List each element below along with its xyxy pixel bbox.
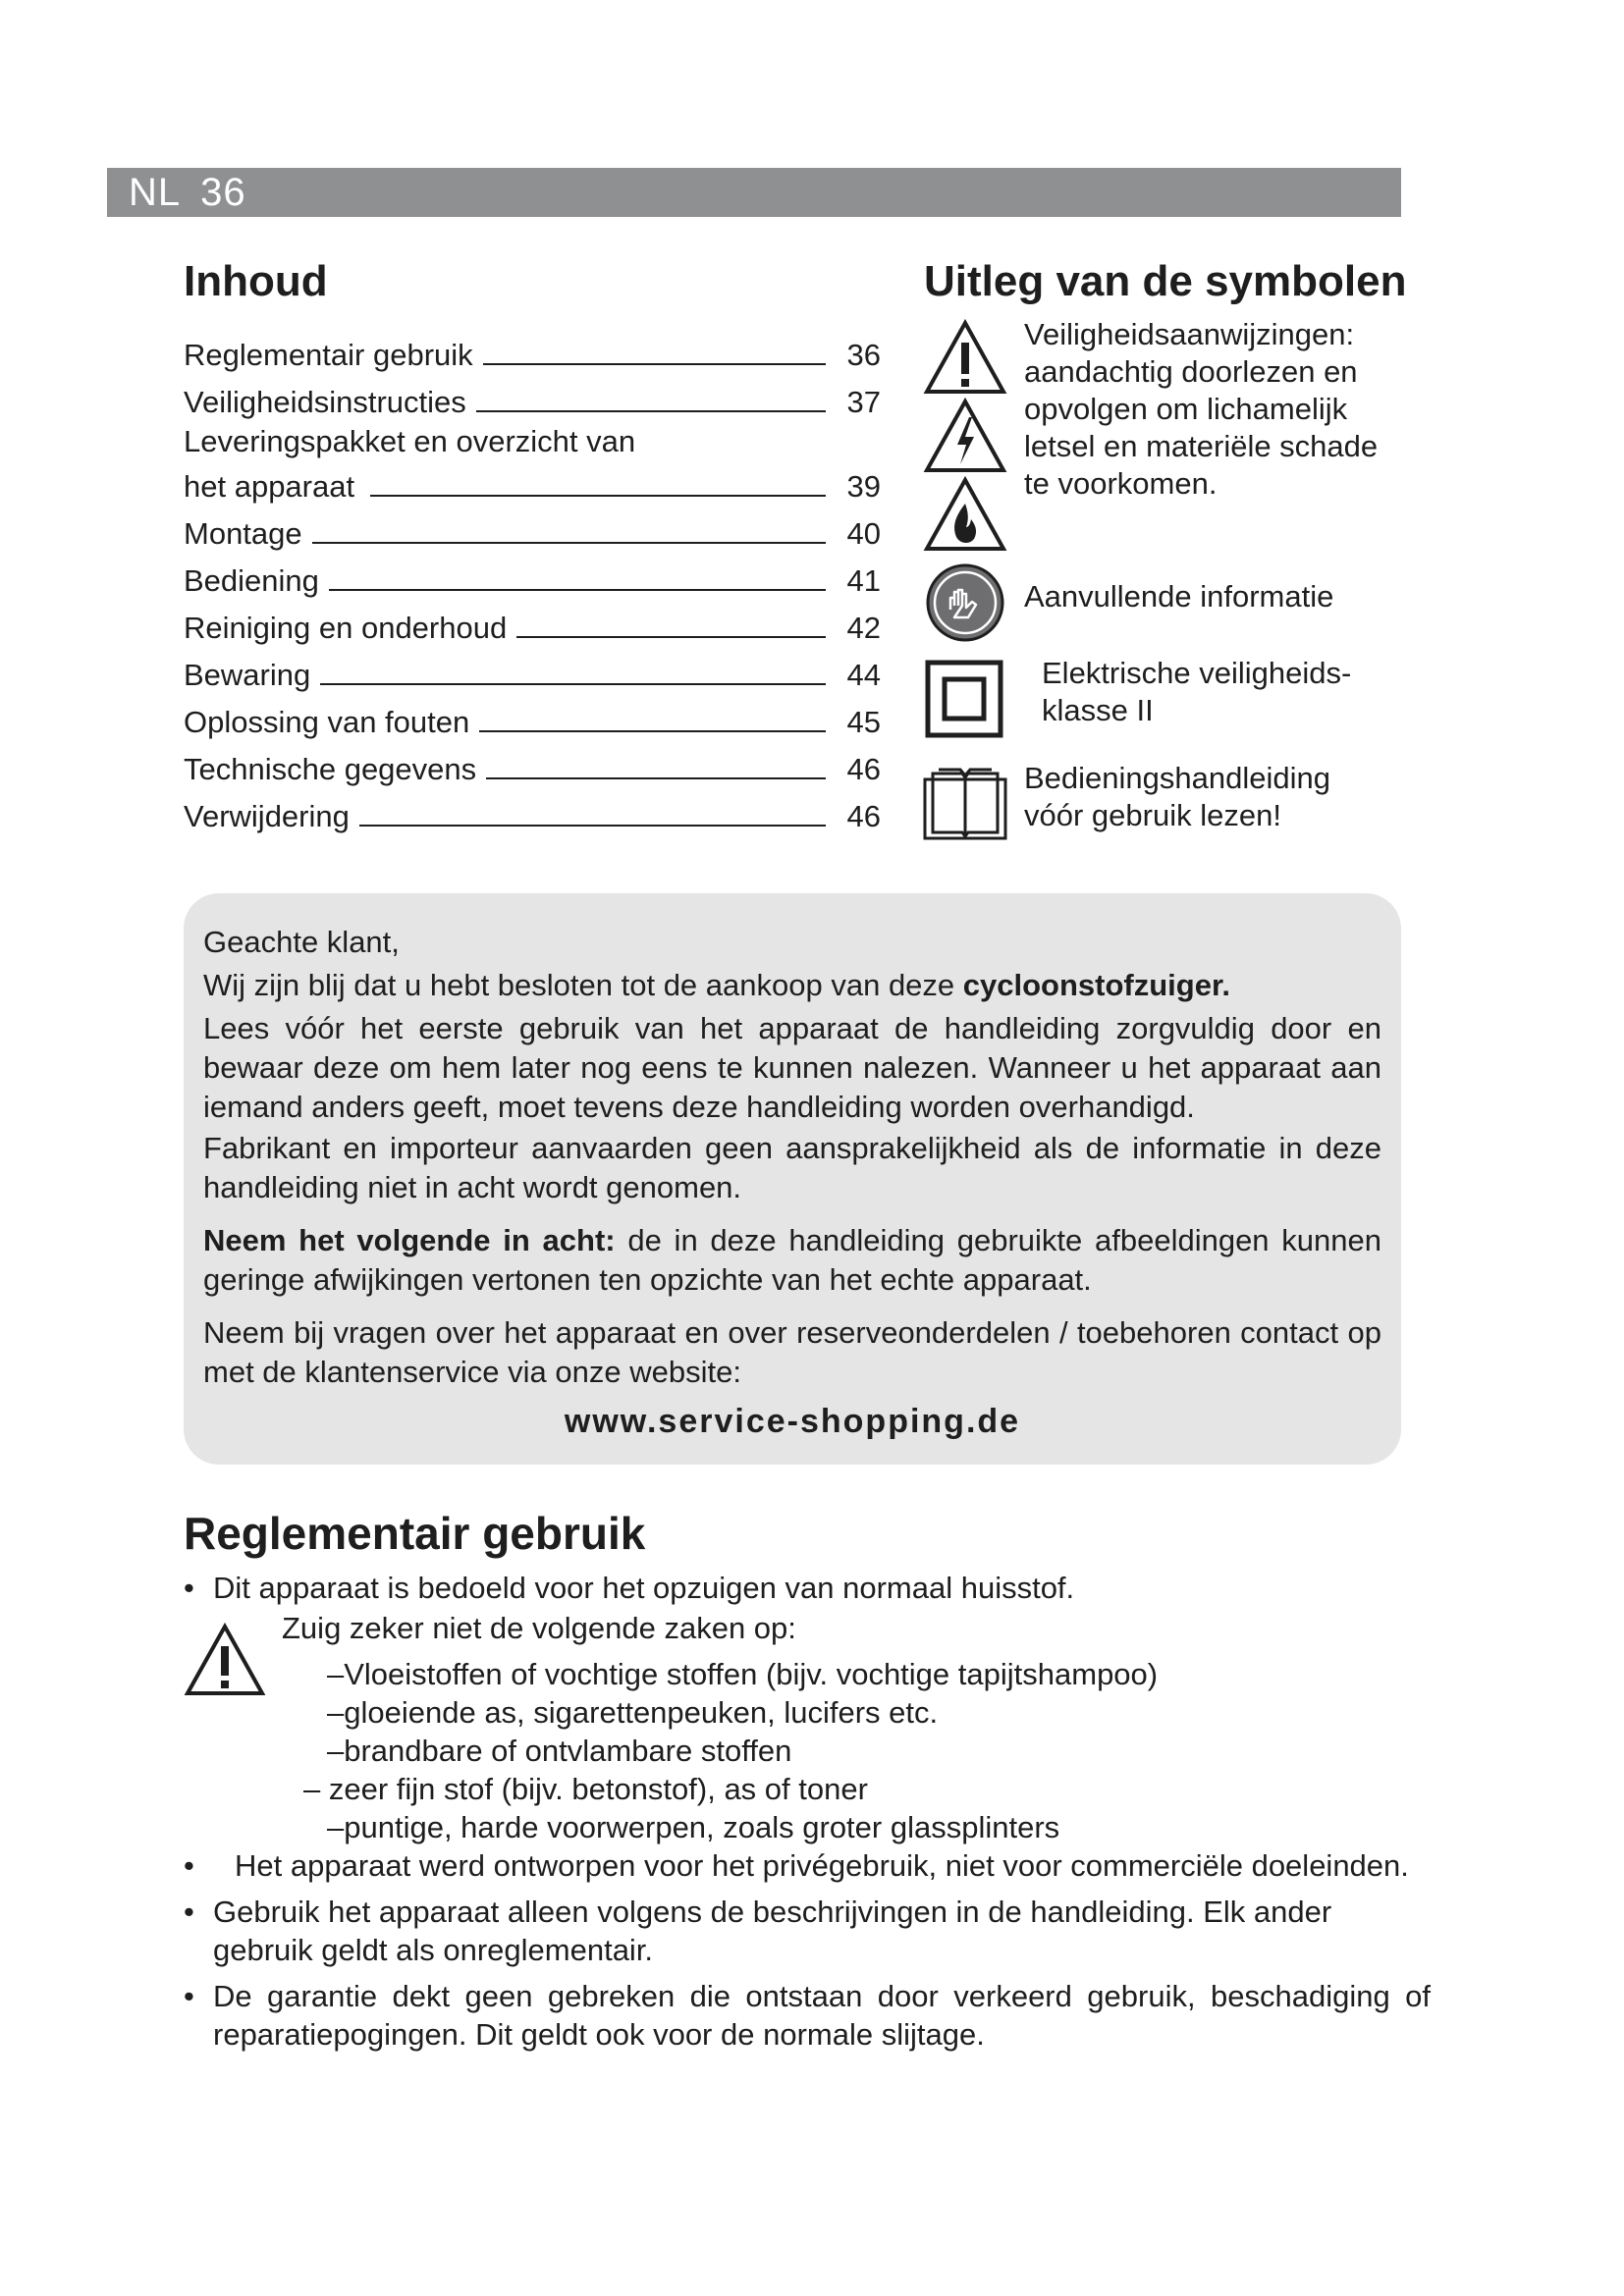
toc-leader-line [479, 730, 826, 732]
symbol-text-line: Bedieningshandleiding [1024, 761, 1330, 795]
toc-leader-line [476, 410, 826, 412]
list-item-text: Het apparaat werd ontworpen voor het privégebruik, niet voor commerciële doeleinden. [235, 1848, 1409, 1883]
symbols-title: Uitleg van de symbolen [924, 257, 1407, 305]
list-item-text: Dit apparaat is bedoeld voor het opzuigen van normaal huisstof. [213, 1571, 1075, 1605]
toc-leader-line [370, 495, 826, 497]
warning-item: –puntige, harde voorwerpen, zoals groter glassplinters [327, 1810, 1060, 1844]
warning-intro: Zuig zeker niet de volgende zaken op: [282, 1611, 796, 1645]
toc-entry-label: Montage [184, 516, 302, 551]
warning-item: –Vloeistoffen of vochtige stoffen (bijv. vochtige tapijtshampoo) [327, 1657, 1159, 1691]
class-ii-symbol-description [1042, 655, 1395, 729]
list-item [184, 1569, 1431, 1607]
language-code: NL [129, 171, 182, 214]
read-manual-paragraph: Lees vóór het eerste gebruik van het apparaat de handleiding zorgvuldig door en bewaar deze om hem later nog eens te kunnen nalezen. Wanneer u het apparaat aan iemand anders geeft, moet tevens deze handleiding worden overhandigd. [203, 1011, 1381, 1124]
warning-item: –gloeiende as, sigarettenpeuken, lucifers etc. [327, 1695, 939, 1730]
toc-entry-page: 41 [846, 563, 881, 598]
toc-entry-label-line1: Leveringspakket en overzicht van [184, 424, 636, 458]
list-item-text: Gebruik het apparaat alleen volgens de beschrijvingen in de handleiding. Elk ander gebruik geldt als onreglementair. [213, 1895, 1332, 1967]
symbol-text-line: letsel en materiële schade [1024, 429, 1379, 463]
toc-entry [184, 373, 881, 420]
info-symbol-description: Aanvullende informatie [1024, 579, 1334, 614]
symbol-text-line: opvolgen om lichamelijk [1024, 392, 1348, 426]
toc-leader-line [312, 542, 826, 544]
warning-item: – zeer fijn stof (bijv. betonstof), as of toner [303, 1772, 868, 1806]
website-link[interactable]: www.service-shopping.de [564, 1403, 1021, 1440]
manual-symbol-description [1024, 760, 1397, 834]
toc-entry-label: Reiniging en onderhoud [184, 611, 508, 645]
toc-entry-page: 40 [846, 516, 881, 551]
toc-entry [184, 787, 881, 834]
page-header-bar [107, 168, 1401, 217]
toc-leader-line [483, 363, 826, 365]
warning-item: –brandbare of ontvlambare stoffen [327, 1734, 792, 1768]
note-text: de in deze handleiding gebruikte afbeeldingen kunnen geringe afwijkingen vertonen ten opzichte van het echte apparaat. [203, 1223, 1381, 1297]
toc-title: Inhoud [184, 257, 328, 305]
note-paragraph [203, 1221, 1381, 1300]
greeting: Geachte klant, [203, 925, 400, 959]
symbol-text-line: Veiligheidsaanwijzingen: [1024, 317, 1355, 351]
info-hand-icon [925, 562, 1005, 643]
warning-triangle-icons [923, 319, 1007, 553]
table-of-contents [184, 326, 881, 834]
toc-leader-line [516, 636, 826, 638]
toc-entry-page: 42 [846, 611, 881, 645]
note-label: Neem het volgende in acht: [203, 1223, 616, 1257]
toc-entry [184, 740, 881, 787]
intro-paragraph [203, 966, 1381, 1005]
symbol-text-line: klasse II [1042, 693, 1154, 727]
toc-entry [184, 646, 881, 693]
toc-entry-page: 44 [846, 658, 881, 692]
page-number: 36 [200, 171, 246, 214]
toc-entry [184, 599, 881, 646]
symbol-text-line: vóór gebruik lezen! [1024, 798, 1281, 832]
toc-leader-line [486, 777, 826, 779]
toc-entry-page: 46 [846, 752, 881, 786]
toc-entry [184, 424, 881, 505]
toc-entry-label: Verwijdering [184, 799, 350, 833]
toc-entry-page: 45 [846, 705, 881, 739]
toc-entry [184, 552, 881, 599]
book-icon [923, 766, 1007, 840]
list-item [184, 1846, 1431, 1885]
toc-entry-label: Veiligheidsinstructies [184, 385, 466, 419]
product-name: cycloonstofzuiger. [962, 968, 1230, 1002]
toc-entry-label: Bediening [184, 563, 319, 598]
bullet-mark: • [184, 1895, 194, 1929]
toc-entry-page: 46 [846, 799, 881, 833]
bullet-mark: • [184, 1571, 194, 1605]
toc-leader-line [320, 683, 826, 685]
toc-entry [184, 326, 881, 373]
warning-block [184, 1609, 1431, 1846]
section-body [184, 1569, 1431, 2054]
bullet-mark: • [184, 1979, 194, 2013]
intro-text: Wij zijn blij dat u hebt besloten tot de aankoop van deze [203, 968, 963, 1002]
toc-entry-page: 36 [846, 338, 881, 372]
toc-entry [184, 693, 881, 740]
symbol-text-line: Elektrische veiligheids- [1042, 656, 1352, 690]
double-square-icon [925, 660, 1003, 738]
toc-entry [184, 505, 881, 552]
toc-entry-label: Oplossing van fouten [184, 705, 470, 739]
section-title: Reglementair gebruik [184, 1508, 646, 1559]
toc-entry-page: 37 [846, 385, 881, 419]
toc-entry-label: Technische gegevens [184, 752, 477, 786]
bullet-mark: • [184, 1848, 194, 1883]
liability-paragraph: Fabrikant en importeur aanvaarden geen aansprakelijkheid als de informatie in deze handleiding niet in acht wordt genomen. [203, 1131, 1381, 1204]
toc-entry-page: 39 [846, 469, 881, 504]
safety-symbol-description [1024, 316, 1397, 503]
customer-info-box [184, 893, 1401, 1465]
toc-entry-label: Bewaring [184, 658, 311, 692]
list-item [184, 1977, 1431, 2054]
toc-entry-label: het apparaat [184, 469, 355, 504]
symbol-text-line: te voorkomen. [1024, 466, 1218, 501]
list-item-text: De garantie dekt geen gebreken die ontstaan door verkeerd gebruik, beschadiging of reparatiepogingen. Dit geldt ook voor de normale slijtage. [213, 1979, 1431, 2052]
list-item [184, 1893, 1431, 1969]
toc-leader-line [359, 825, 826, 827]
toc-leader-line [329, 589, 826, 591]
contact-paragraph: Neem bij vragen over het apparaat en over reserveonderdelen / toebehoren contact op met de klantenservice via onze website: [203, 1315, 1381, 1389]
toc-entry-label: Reglementair gebruik [184, 338, 473, 372]
symbol-text-line: aandachtig doorlezen en [1024, 354, 1358, 389]
warning-icon [184, 1623, 266, 1697]
